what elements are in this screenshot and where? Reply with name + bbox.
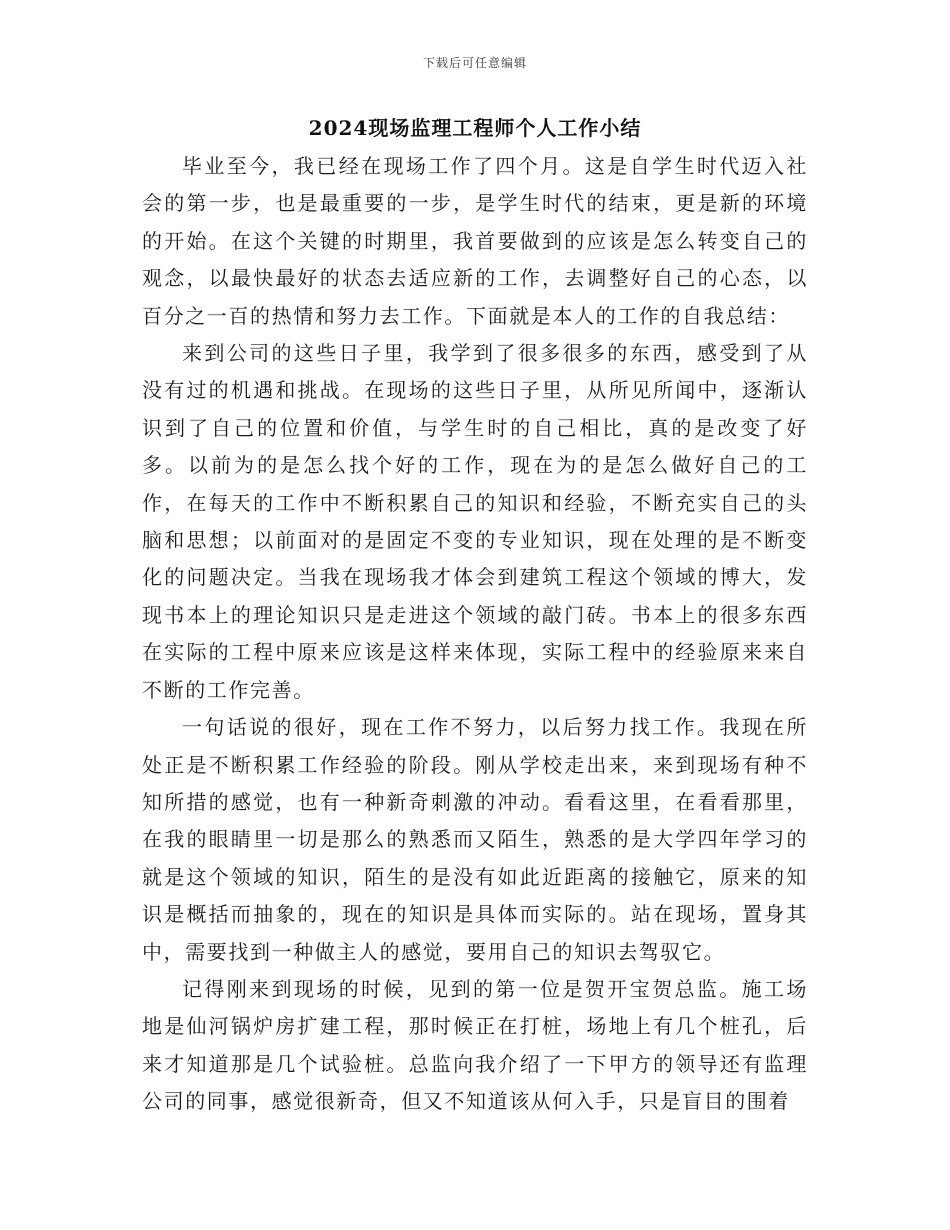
paragraph: 一句话说的很好，现在工作不努力，以后努力找工作。我现在所处正是不断积累工作经验的阶段。刚从学校走出来，来到现场有种不知所措的感觉，也有一种新奇刺激的冲动。看看这里，在看看那里，在我的眼睛里一切是那么的熟悉而又陌生，熟悉的是大学四年学习的就是这个领域的知识，陌生的是没有如此近距离的接触它，原来的知识是概括而抽象的，现在的知识是具体而实际的。站在现场，置身其中，需要找到一种做主人的感觉，要用自己的知识去驾驭它。: [142, 715, 808, 964]
document-body: [142, 148, 808, 1121]
page-title: 2024现场监理工程师个人工作小结: [308, 116, 642, 140]
paragraph: 毕业至今，我已经在现场工作了四个月。这是自学生时代迈入社会的第一步，也是最重要的一步，是学生时代的结束，更是新的环境的开始。在这个关键的时期里，我首要做到的应该是怎么转变自己的观念，以最快最好的状态去适应新的工作，去调整好自己的心态，以百分之一百的热情和努力去工作。下面就是本人的工作的自我总结：: [142, 154, 808, 328]
header-note: 下载后可任意编辑: [422, 56, 527, 70]
paragraph: 来到公司的这些日子里，我学到了很多很多的东西，感受到了从没有过的机遇和挑战。在现场的这些日子里，从所见所闻中，逐渐认识到了自己的位置和价值，与学生时的自己相比，真的是改变了好多。以前为的是怎么找个好的工作，现在为的是怎么做好自己的工作，在每天的工作中不断积累自己的知识和经验，不断充实自己的头脑和思想；以前面对的是固定不变的专业知识，现在处理的是不断变化的问题决定。当我在现场我才体会到建筑工程这个领域的博大，发现书本上的理论知识只是走进这个领域的敲门砖。书本上的很多东西在实际的工程中原来应该是这样来体现，实际工程中的经验原来来自不断的工作完善。: [142, 341, 808, 702]
paragraph: 记得刚来到现场的时候，见到的第一位是贺开宝贺总监。施工场地是仙河锅炉房扩建工程，那时候正在打桩，场地上有几个桩孔，后来才知道那是几个试验桩。总监向我介绍了一下甲方的领导还有监理公司的同事，感觉很新奇，但又不知道该从何入手，只是盲目的围着: [142, 976, 808, 1114]
